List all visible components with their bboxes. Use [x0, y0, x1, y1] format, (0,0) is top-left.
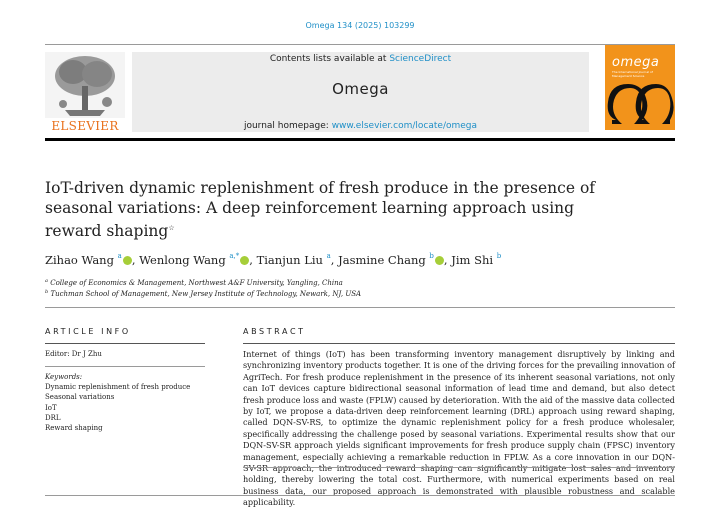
- author-affiliation-mark[interactable]: b: [429, 252, 434, 260]
- homepage-link[interactable]: www.elsevier.com/locate/omega: [331, 121, 478, 131]
- journal-name: Omega: [332, 80, 389, 98]
- keyword-item: IoT: [45, 403, 57, 412]
- affiliation-text: College of Economics & Management, Northwest A&F University, Yangling, China: [50, 279, 343, 287]
- article-info-heading: ARTICLE INFO: [45, 327, 131, 336]
- orcid-icon[interactable]: [240, 256, 249, 265]
- header-thick-divider: [45, 138, 675, 141]
- keyword-item: Seasonal variations: [45, 393, 115, 402]
- title-footnote-mark[interactable]: ☆: [168, 224, 175, 232]
- article-title: [45, 178, 605, 241]
- affiliation-text: Tuchman School of Management, New Jersey Institute of Technology, Newark, NJ, USA: [50, 290, 362, 298]
- author-name[interactable]: Tianjun Liu: [256, 253, 323, 267]
- author-list: Zihao Wang $^a$ , Wenlong Wang $^{a,*}$ , Tianjun Liu $^a$, Jasmine Chang $^b$ , Jim Shi $^b$: [45, 252, 502, 267]
- elsevier-wordmark: ELSEVIER: [51, 119, 119, 132]
- author-affiliation-mark[interactable]: a,*: [229, 252, 240, 260]
- orcid-icon[interactable]: [123, 256, 132, 265]
- affiliation-divider: [45, 307, 675, 308]
- keyword-item: Dynamic replenishment of fresh produce: [45, 383, 191, 391]
- author-name[interactable]: Wenlong Wang: [139, 253, 226, 267]
- omega-glyph-icon: [606, 80, 674, 128]
- keywords-heading: Keywords:: [45, 373, 83, 381]
- article-title-text: IoT-driven dynamic replenishment of fresh produce in the presence of seasonal variations: A deep reinforcement learning approach using reward shaping: [45, 179, 596, 240]
- abstract-divider: [243, 343, 675, 344]
- contents-availability: [132, 54, 589, 64]
- journal-homepage: [132, 121, 589, 131]
- affiliation-mark: a: [45, 278, 48, 284]
- author-name[interactable]: Jim Shi: [451, 253, 494, 267]
- sciencedirect-link[interactable]: ScienceDirect: [389, 54, 452, 64]
- author-affiliation-mark[interactable]: b: [496, 252, 502, 260]
- orcid-icon[interactable]: [435, 256, 444, 265]
- contents-prefix: Contents lists available at: [269, 54, 390, 64]
- keyword-item: Reward shaping: [45, 424, 103, 433]
- keyword-item: DRL: [45, 413, 61, 422]
- abstract-heading: ABSTRACT: [243, 327, 306, 336]
- abstract-end-divider: [243, 467, 675, 468]
- homepage-prefix: journal homepage:: [243, 121, 332, 131]
- author-affiliation-mark[interactable]: a: [117, 252, 122, 260]
- elsevier-tree-logo: [45, 52, 125, 132]
- affiliation: [45, 289, 361, 298]
- author-affiliation-mark[interactable]: a: [326, 252, 331, 260]
- editor-divider: [45, 366, 205, 367]
- journal-reference-link[interactable]: Omega 134 (2025) 103299: [305, 21, 415, 30]
- author-name[interactable]: Jasmine Chang: [338, 253, 426, 267]
- cover-subtitle: The International Journal of Management Science: [612, 70, 653, 78]
- article-info-divider: [45, 343, 205, 344]
- abstract-body: Internet of things (IoT) has been transforming inventory management disruptively by linking and synchronizing inventory products together. It is one of the driving forces for the prevailing innovation of AgriTech. For fresh produce replenishment in the presence of its inherent seasonal variations, not only can IoT devices capture bidirectional seasonal information of lead time and demand, but also detect fresh produce loss and waste (FPLW) caused by deterioration. With the aid of the massive data collected by IoT, we propose a data-driven deep reinforcement learning (DRL) approach using reward shaping, called DQN-SV-RS, to optimize the dynamic replenishment policy for a fresh produce wholesaler, specifically addressing the challenge posed by seasonal variations. Experimental results show that our DQN-SV-SR approach yields significant improvements for fresh produce supply chain (FPSC) inventory management, especially achieving a remarkable reduction in FPLW. As a core innovation in our DQN-SV-SR approach, the introduced reward shaping can significantly mitigate lost sales and inventory holding, thereby lowering the total cost. Furthermore, with numerical experiments based on real business data, our proposed approach is demonstrated with plausible robustness and scalable applicability.: [243, 349, 675, 508]
- author-name[interactable]: Zihao Wang: [45, 253, 114, 267]
- affiliation-mark: b: [45, 289, 49, 295]
- editor-line: Editor: Dr J Zhu: [45, 350, 102, 358]
- top-divider: [45, 44, 675, 45]
- bottom-divider: [45, 495, 675, 496]
- cover-title: omega: [612, 55, 660, 70]
- affiliation: [45, 278, 343, 287]
- keyword-list: [45, 382, 190, 433]
